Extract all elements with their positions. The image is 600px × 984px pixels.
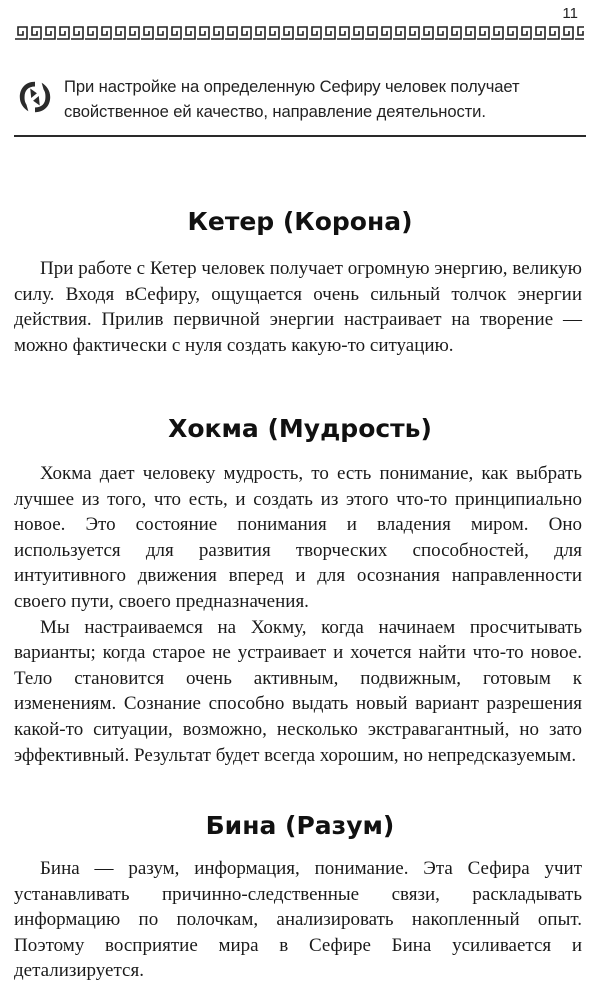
callout-divider xyxy=(14,135,586,137)
section-body-hokma xyxy=(14,461,582,768)
callout-box xyxy=(14,66,586,136)
section-title-bina: Бина (Разум) xyxy=(205,811,395,840)
paragraph: При работе с Кетер человек получает огромную энергию, великую силу. Входя вСефиру, ощущается очень сильный толчок энергии действия. Прилив первичной энергии настраивает на творение — можно фактически с нуля создать какую-то ситуацию. xyxy=(14,258,582,356)
swirl-arrows-icon xyxy=(16,78,54,116)
greek-key-border xyxy=(14,25,584,41)
paragraph: Мы настраиваемся на Хокму, когда начинаем просчитывать варианты; когда старое не устраивает и хочется найти что-то новое. Тело становится очень активным, подвижным, готовым к изменениям. Сознание способно выдать новый вариант разрешения какой-то ситуации, возможно, несколько экстравагантный, но зато эффективный. Результат будет всегда хорошим, но непредсказуемым. xyxy=(14,616,582,766)
section-title-hokma: Хокма (Мудрость) xyxy=(168,414,432,443)
callout-text: При настройке на определенную Сефиру человек получает свойственное ей качество, направление деятельности. xyxy=(64,77,520,121)
paragraph: Бина — разум, информация, понимание. Эта Сефира учит устанавливать причинно-следственные связи, раскладывать информацию по полочкам, анализировать накопленный опыт. Поэтому восприятие мира в Сефире Бина усиливается и детализируется. xyxy=(14,858,582,982)
paragraph: Хокма дает человеку мудрость, то есть понимание, как выбрать лучшее из того, что есть, и создать из этого что-то принципиально новое. Это состояние понимания и владения миром. Оно используется для развития творческих способностей, для интуитивного движения вперед и для осознания направленности своего пути, своего предназначения. xyxy=(14,463,582,612)
page-number: 11 xyxy=(562,5,578,22)
section-title-keter: Кетер (Корона) xyxy=(187,207,413,236)
section-body-keter xyxy=(14,256,582,358)
section-body-bina xyxy=(14,856,582,984)
